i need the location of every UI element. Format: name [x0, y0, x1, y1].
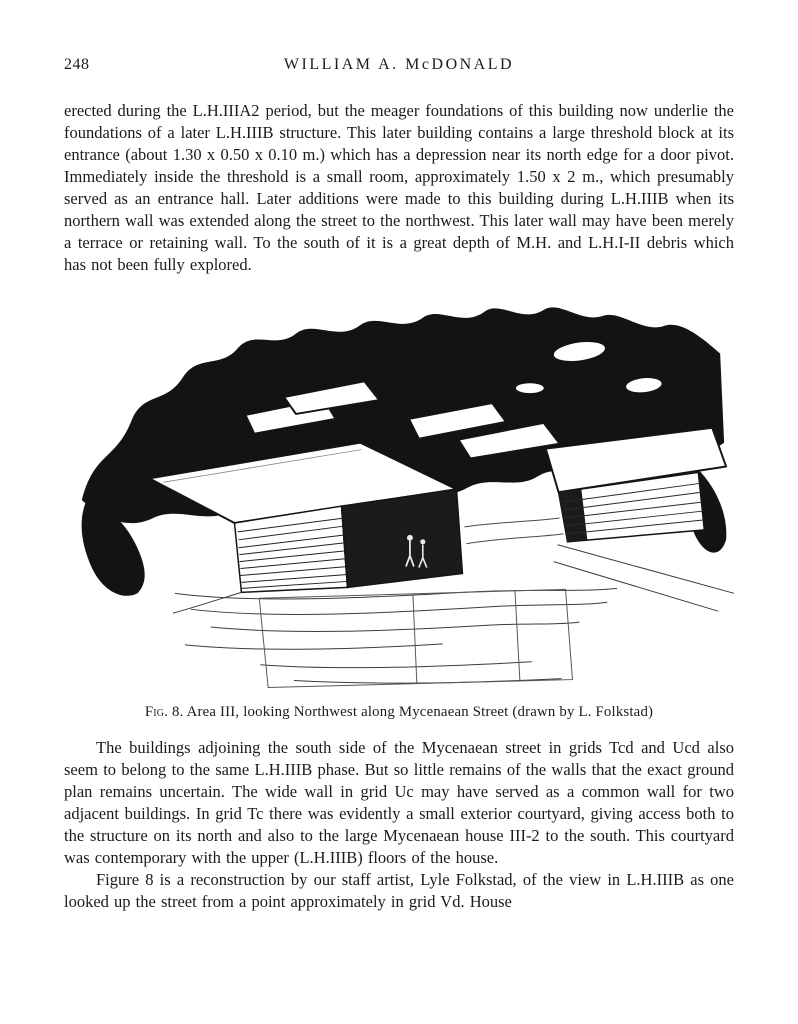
figure-8-caption	[64, 704, 734, 721]
body-paragraph-2: The buildings adjoining the south side of the Mycenaean street in grids Tcd and Ucd also seem to belong to the same L.H.IIIB phase. But so little remains of the walls that the exact ground plan remains uncertain. The wide wall in grid Uc may have served as a common wall for two adjacent buildings. In grid Tc there was evidently a small exterior courtyard, giving access both to the structure on its north and also to the large Mycenaean house III-2 to the south. This courtyard was contemporary with the upper (L.H.IIIB) floors of the house.	[64, 738, 734, 868]
street-reconstruction-drawing	[64, 294, 738, 690]
figure-8-illustration	[64, 294, 738, 690]
body-paragraph-1: erected during the L.H.IIIA2 period, but the meager foundations of this building now underlie the foundations of a later L.H.IIIB structure. This later building contains a large threshold block at its entrance (about 1.30 x 0.50 x 0.10 m.) which has a depression near its north edge for a door pivot. Immediately inside the threshold is a small room, approximately 1.50 x 2 m., which presumably served as an entrance hall. Later additions were made to this building during L.H.IIIB when its northern wall was extended along the street to the northwest. This later wall may have been merely a terrace or retaining wall. To the south of it is a great depth of M.H. and L.H.I-II debris which has not been fully explored.	[64, 101, 734, 274]
foreground-wall-outline	[259, 589, 572, 687]
page-header	[64, 56, 734, 74]
running-head: WILLIAM A. McDONALD	[283, 56, 515, 73]
body-paragraph-3: Figure 8 is a reconstruction by our staff artist, Lyle Folkstad, of the view in L.H.IIIB as one looked up the street from a point approximately in grid Vd. House	[64, 870, 734, 912]
figure-caption-text: Area III, looking Northwest along Mycenaean Street (drawn by L. Folkstad)	[183, 704, 654, 721]
page-number: 248	[64, 56, 90, 73]
figure-8	[64, 294, 734, 721]
street-gap-lines	[464, 518, 563, 544]
figure-caption-label: Fig. 8.	[144, 704, 184, 721]
page-body	[64, 100, 734, 913]
